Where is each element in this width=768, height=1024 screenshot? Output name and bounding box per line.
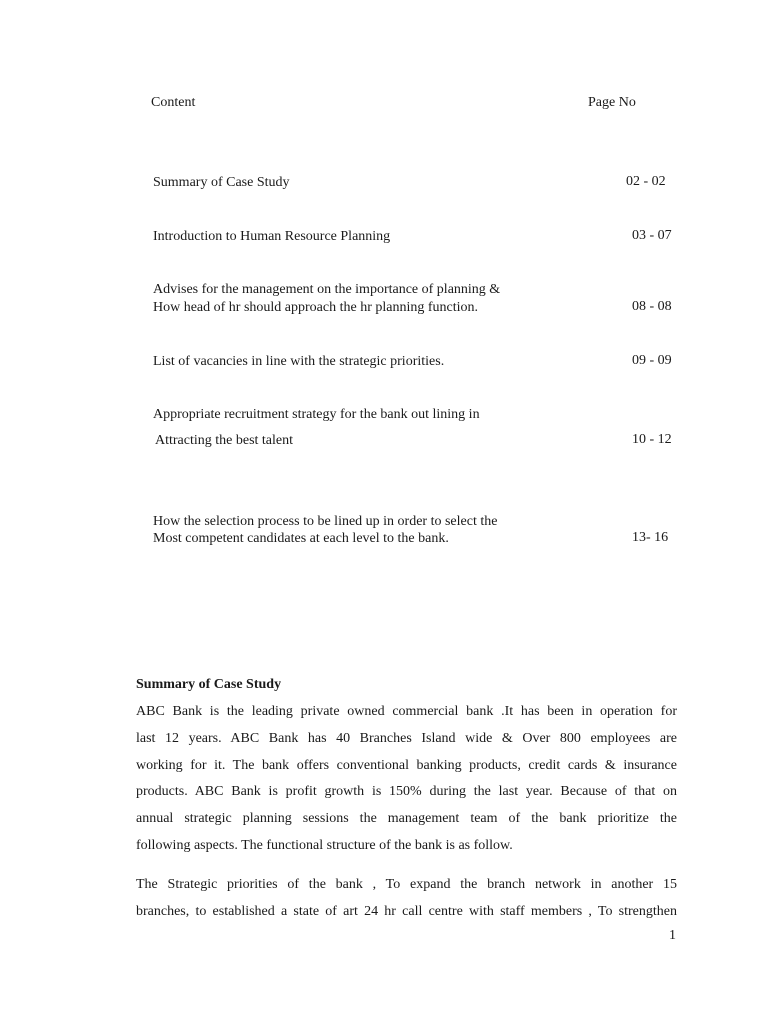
paragraph-line: branches, to established a state of art 24 hr call centre with staff members , To strengthen bbox=[136, 903, 677, 919]
toc-entry-pages: 09 - 09 bbox=[632, 353, 672, 368]
toc-header-page-no: Page No bbox=[588, 95, 636, 110]
toc-entry-title: How the selection process to be lined up in order to select the bbox=[153, 514, 498, 529]
section-heading: Summary of Case Study bbox=[136, 677, 282, 692]
paragraph-line: The Strategic priorities of the bank , To expand the branch network in another 15 bbox=[136, 877, 677, 892]
summary-paragraph-1 bbox=[136, 699, 677, 860]
toc-entry-title-continued: Attracting the best talent bbox=[155, 433, 294, 448]
toc-entry-title: Introduction to Human Resource Planning bbox=[153, 229, 391, 244]
toc-entry-title: Appropriate recruitment strategy for the bank out lining in bbox=[153, 407, 480, 422]
paragraph-line: last 12 years. ABC Bank has 40 Branches Island wide & Over 800 employees are bbox=[136, 730, 677, 746]
toc-entry-pages: 13- 16 bbox=[632, 530, 669, 545]
toc-entry-pages: 03 - 07 bbox=[632, 228, 672, 243]
toc-entry-title-continued: How head of hr should approach the hr planning function. bbox=[153, 300, 479, 315]
paragraph-line: working for it. The bank offers conventional banking products, credit cards & insurance bbox=[136, 757, 677, 773]
paragraph-line: following aspects. The functional structure of the bank is as follow. bbox=[136, 837, 513, 853]
toc-entry-pages: 02 - 02 bbox=[626, 174, 666, 189]
toc-entry-title-continued: Most competent candidates at each level to the bank. bbox=[153, 531, 449, 546]
paragraph-line: annual strategic planning sessions the management team of the bank prioritize the bbox=[136, 811, 677, 827]
summary-paragraph-2 bbox=[136, 872, 677, 926]
page-number: 1 bbox=[669, 928, 676, 943]
paragraph-line: products. ABC Bank is profit growth is 150% during the last year. Because of that on bbox=[136, 784, 677, 800]
toc-entry-title: Advises for the management on the importance of planning & bbox=[153, 282, 501, 297]
toc-entry-pages: 08 - 08 bbox=[632, 299, 672, 314]
toc-entry-title: List of vacancies in line with the strategic priorities. bbox=[153, 354, 445, 369]
toc-entry-title: Summary of Case Study bbox=[153, 175, 290, 190]
toc-header-content: Content bbox=[151, 95, 196, 110]
paragraph-line: ABC Bank is the leading private owned commercial bank .It has been in operation for bbox=[136, 704, 677, 719]
toc-entry-pages: 10 - 12 bbox=[632, 432, 672, 447]
